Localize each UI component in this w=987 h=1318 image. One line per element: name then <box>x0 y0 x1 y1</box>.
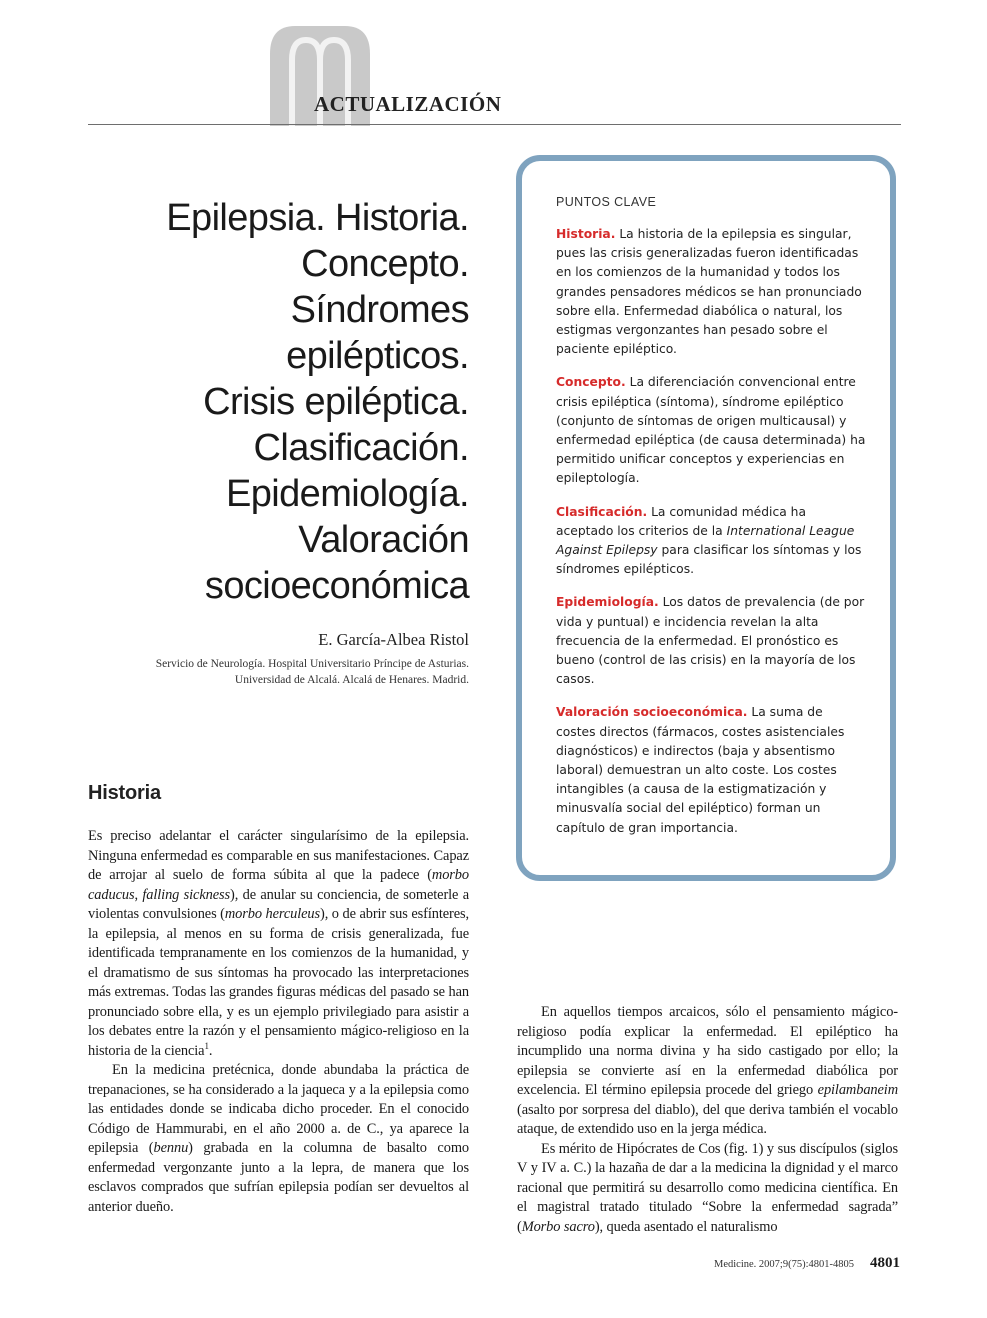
title-line: Crisis epiléptica. <box>203 381 469 423</box>
key-points-list <box>556 225 866 852</box>
italic-term: morbo caducus <box>88 867 469 903</box>
section-heading-historia: Historia <box>88 782 161 804</box>
key-point-item <box>556 703 866 837</box>
key-point-heading: Historia. <box>556 227 616 241</box>
body-paragraph <box>517 1003 898 1140</box>
key-point-heading: Epidemiología. <box>556 595 659 610</box>
affiliation-line: Servicio de Neurología. Hospital Universitario Príncipe de Asturias. <box>155 658 469 670</box>
text-run: . <box>208 1042 213 1059</box>
key-point-heading: Clasificación. <box>556 504 648 519</box>
key-point-text: La historia de la epilepsia es singular, pues las crisis generalizadas fueron identificadas en los comienzos de la humanidad y todos los grandes pensadores médicos se han pronunciado sobre ella. Enfermedad diabólica o natural, los estigmas vergonzantes han pesado sobre el paciente epiléptico. <box>556 227 862 357</box>
text-run: ) grabada en la columna de basalto como enfermedad vergonzante junto a la lepra, de manera que los esclavos comprados que sufrían epilepsia podían ser devueltos al anterior dueño. <box>88 1140 470 1215</box>
title-line: epilépticos. <box>286 335 469 377</box>
page-number: 4801 <box>870 1255 900 1271</box>
body-paragraph <box>88 1061 469 1217</box>
italic-term: falling sickness <box>142 886 231 903</box>
key-point-text: para clasificar los síntomas y los síndromes epilépticos. <box>556 543 862 577</box>
body-paragraph <box>517 1140 898 1238</box>
text-run: (asalto por sorpresa del diablo), del que deriva también el vocablo ataque, de extendido uso en la jerga médica. <box>517 1101 898 1137</box>
header-divider <box>88 124 901 125</box>
title-line: socioeconómica <box>204 565 469 607</box>
text-run: Es preciso adelantar el carácter singularísimo de la epilepsia. Ninguna enfermedad es comparable en sus manifestaciones. Capaz de arrojar al suelo de forma súbita al que la padece ( <box>88 828 469 883</box>
article-title <box>88 195 469 609</box>
key-points-title: PUNTOS CLAVE <box>556 195 657 209</box>
section-label: ACTUALIZACIÓN <box>314 92 502 116</box>
text-run: En la medicina pretécnica, donde abundaba la práctica de trepanaciones, se ha considerado a la jaqueca y a la epilepsia como las entidades donde se indicaba dicho proceder. En el conocido Código de Hammurabi, en el año 2000 a. de C., ya aparece la epilepsia ( <box>88 1062 469 1156</box>
key-point-italic: International League Against Epilepsy <box>556 523 855 558</box>
italic-term: bennu <box>153 1140 189 1156</box>
key-point-text: La suma de costes directos (fármacos, costes asistenciales diagnósticos) e indirectos (baja y absentismo laboral) demuestran un alto coste. Los costes intangibles (a causa de la estigmatización y minusvalía social del epiléptico) forman un capítulo de gran importancia. <box>556 705 845 835</box>
journal-citation: Medicine. 2007;9(75):4801-4805 <box>714 1259 854 1270</box>
text-run: , <box>134 886 143 903</box>
key-point-item <box>556 503 866 580</box>
key-point-text: Los datos de prevalencia (de por vida y puntual) e incidencia revelan la alta frecuencia de la enfermedad. El pronóstico es bueno (control de las crisis) en la mayoría de los casos. <box>556 595 865 687</box>
text-run: ), queda asentado el naturalismo <box>594 1218 778 1235</box>
body-column-right <box>517 1003 898 1237</box>
italic-term: Morbo sacro <box>521 1218 595 1235</box>
italic-term: epilambaneim <box>817 1082 898 1098</box>
title-line: Epidemiología. <box>226 473 469 515</box>
author-affiliation <box>156 656 469 688</box>
title-line: Clasificación. <box>253 427 469 469</box>
key-point-heading: Concepto. <box>556 375 626 390</box>
text-run: En aquellos tiempos arcaicos, sólo el pensamiento mágico-religioso podía explicar la enfermedad. El epiléptico ha incumplido una norma divina y ha sido castigado por ello; la epilepsia se convierte así en la enfermedad diabólica por excelencia. El término epilepsia procede del griego <box>517 1004 898 1098</box>
title-line: Concepto. <box>301 243 469 285</box>
text-run: Es mérito de Hipócrates de Cos (fig. 1) y sus discípulos (siglos V y IV a. C.) la hazaña de dar a la medicina la dignidad y el marco racional que permitirá su desarrollo como medicina científica. En el magistral tratado titulado “Sobre la enfermedad sagrada” ( <box>517 1140 898 1235</box>
key-point-item <box>556 593 866 689</box>
title-line: Epilepsia. Historia. <box>166 197 469 239</box>
body-paragraph <box>88 827 469 1061</box>
author-name: E. García-Albea Ristol <box>318 630 469 649</box>
affiliation-line: Universidad de Alcalá. Alcalá de Henares. Madrid. <box>234 674 469 686</box>
key-point-item <box>556 373 866 488</box>
title-line: Valoración <box>298 519 469 561</box>
body-column-left <box>88 827 469 1217</box>
text-run: ), o de abrir sus esfínteres, la epilepsia, al menos en su forma de crisis generalizada, fue identificada tempranamente en los comienzos de la humanidad, y el dramatismo de sus síntomas ha provocado las interpretaciones más extremas. Todas las grandes figuras médicas del pasado se han pronunciado sobre ella, y es un ejemplo privilegiado para asistir a los debates entre la razón y el pensamiento mágico-religioso en la historia de la ciencia <box>88 906 469 1059</box>
text-run: ), de anular su conciencia, de someterle a violentas convulsiones ( <box>88 886 470 922</box>
key-point-heading: Valoración socioeconómica. <box>556 705 748 720</box>
key-point-text: La diferenciación convencional entre crisis epiléptica (síntoma), síndrome epiléptico (conjunto de síntomas de origen multicausal) y enfermedad epiléptica (de causa determinada) ha permitido unificar conceptos y experiencias en epileptología. <box>556 375 866 486</box>
key-point-text: La comunidad médica ha aceptado los criterios de la <box>556 504 806 538</box>
key-points-box <box>516 155 896 881</box>
title-line: Síndromes <box>290 289 469 331</box>
key-point-item <box>556 225 866 359</box>
italic-term: morbo herculeus <box>224 906 321 922</box>
citation-ref: 1 <box>204 1040 209 1051</box>
